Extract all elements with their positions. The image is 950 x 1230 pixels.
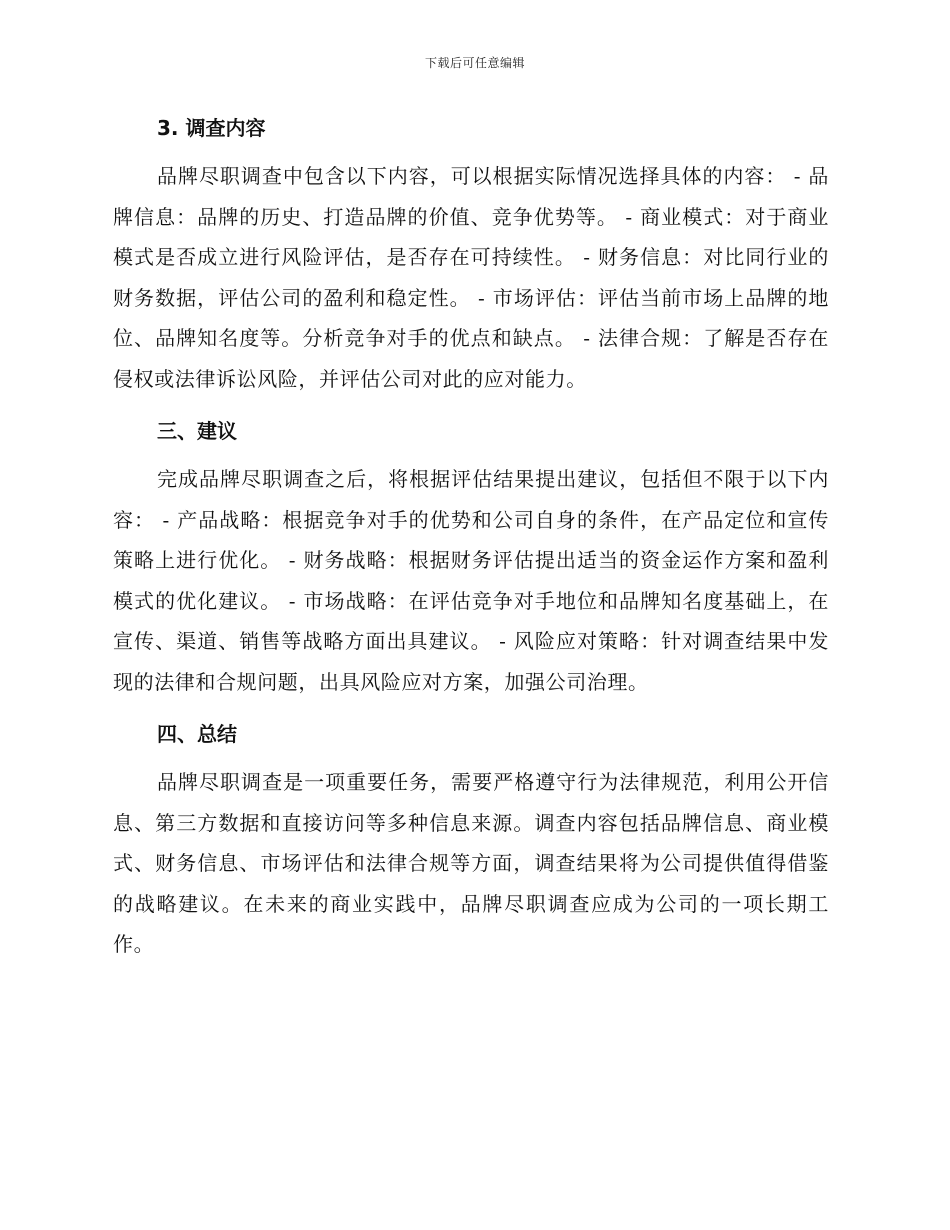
section-heading-recommendations: 三、建议 <box>157 419 237 443</box>
section-heading-survey-content: 3. 调查内容 <box>157 116 266 140</box>
section-paragraph-summary: 品牌尽职调查是一项重要任务，需要严格遵守行为法律规范，利用公开信息、第三方数据和直接访问等多种信息来源。调查内容包括品牌信息、商业模式、财务信息、市场评估和法律合规等方面，调查结果将为公司提供值得借鉴的战略建议。在未来的商业实践中，品牌尽职调查应成为公司的一项长期工作。 <box>113 770 829 956</box>
page-header-note: 下载后可任意编辑 <box>424 56 525 70</box>
section-paragraph-survey-content: 品牌尽职调查中包含以下内容，可以根据实际情况选择具体的内容： - 品牌信息：品牌的历史、打造品牌的价值、竞争优势等。 - 商业模式：对于商业模式是否成立进行风险评估，是否存在可持续性。 - 财务信息：对比同行业的财务数据，评估公司的盈利和稳定性。 - 市场评估：评估当前市场上品牌的地位、品牌知名度等。分析竞争对手的优点和缺点。 - 法律合规：了解是否存在侵权或法律诉讼风险，并评估公司对此的应对能力。 <box>113 164 829 391</box>
section-paragraph-recommendations: 完成品牌尽职调查之后，将根据评估结果提出建议，包括但不限于以下内容： - 产品战略：根据竞争对手的优势和公司自身的条件，在产品定位和宣传策略上进行优化。 - 财务战略：根据财务评估提出适当的资金运作方案和盈利模式的优化建议。 - 市场战略：在评估竞争对手地位和品牌知名度基础上，在宣传、渠道、销售等战略方面出具建议。 - 风险应对策略：针对调查结果中发现的法律和合规问题，出具风险应对方案，加强公司治理。 <box>113 467 829 694</box>
document-body <box>113 108 829 977</box>
section-heading-summary: 四、总结 <box>157 722 237 746</box>
